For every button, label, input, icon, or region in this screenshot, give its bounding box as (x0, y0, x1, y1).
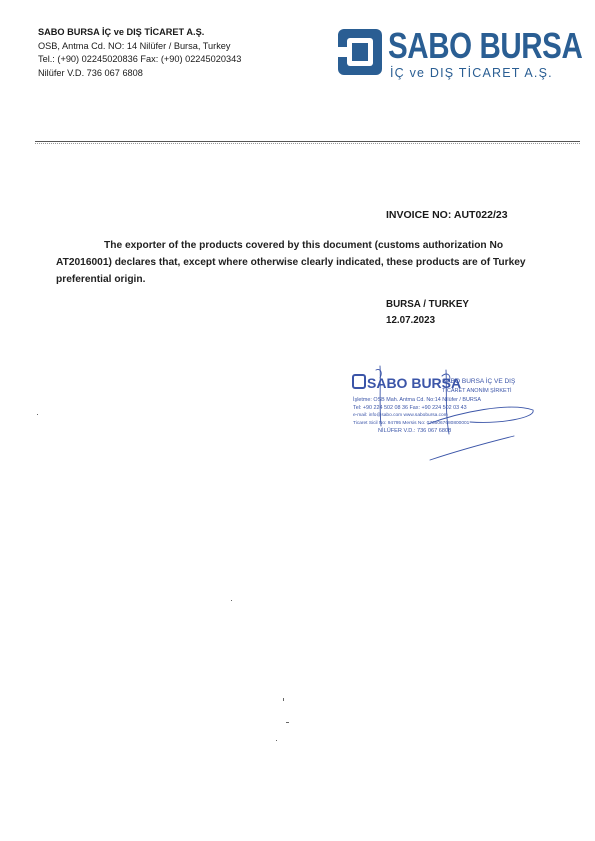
origin-declaration: The exporter of the products covered by this document (customs authorization No AT2016001) declares that, except where otherwise clearly indicated, these products are of Turkey preferential origin. (56, 240, 526, 285)
company-name: SABO BURSA İÇ ve DIŞ TİCARET A.Ş. (38, 27, 205, 37)
header-divider-dotted (35, 143, 580, 144)
sabo-logo-icon (338, 29, 382, 75)
company-stamp-signature (350, 362, 540, 462)
scan-speck (286, 722, 289, 723)
header-divider (35, 141, 580, 142)
issue-place: BURSA / TURKEY (386, 299, 469, 310)
stamp-company-2: TİCARET ANONİM ŞİRKETİ (442, 388, 512, 394)
scan-speck (283, 698, 284, 701)
issue-date: 12.07.2023 (386, 314, 436, 326)
company-contact: Tel.: (+90) 02245020836 Fax: (+90) 02245020343 (38, 54, 242, 64)
company-tax-office: Nilüfer V.D. 736 067 6808 (38, 67, 143, 78)
stamp-address: İşletme: OSB Mah. Antma Cd. No:14 Nilüfer / BURSA (353, 397, 481, 403)
place-date-block (386, 297, 469, 328)
company-address: OSB, Antma Cd. NO: 14 Nilüfer / Bursa, Turkey (38, 40, 231, 51)
scan-speck (276, 740, 277, 741)
stamp-phone: Tel: +90 224 502 08 36 Fax: +90 224 502 03 43 (353, 405, 467, 411)
company-logo (338, 25, 583, 83)
logo-subtitle: İÇ ve DIŞ TİCARET A.Ş. (390, 66, 553, 80)
scan-speck (231, 600, 232, 601)
stamp-tax: NİLÜFER V.D.: 736 067 6808 (378, 428, 452, 434)
logo-brand-text: SABO BURSA (388, 25, 583, 66)
stamp-company: SABO BURSA İÇ VE DIŞ (442, 378, 516, 385)
invoice-number: INVOICE NO: AUT022/23 (386, 209, 508, 221)
stamp-trade-registry: Ticaret Sicil No: 94795 Mersis No: 0736067680800001 (353, 421, 470, 426)
company-info-block (38, 26, 241, 80)
scan-speck (37, 414, 38, 415)
stamp-web: e-mail: info@sabo.com www.sabobursa.com (353, 413, 448, 418)
stamp-brand: SABO BURSA (367, 375, 462, 391)
